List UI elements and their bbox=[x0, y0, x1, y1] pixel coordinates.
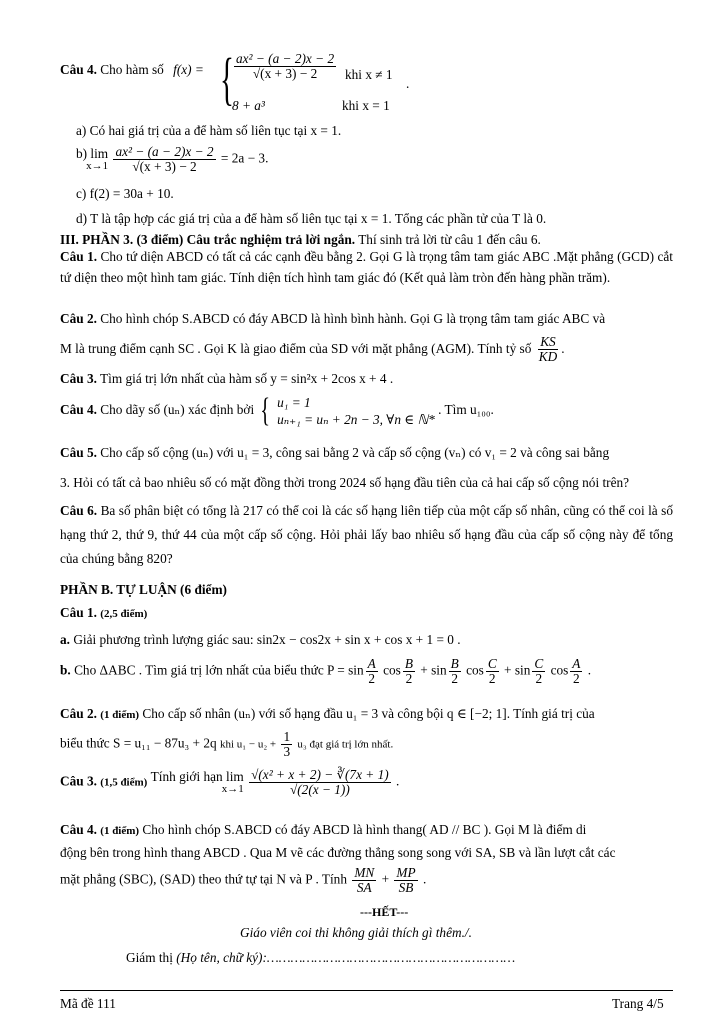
part3-q2-text-b: M là trung điểm cạnh SC . Gọi K là giao điểm của SD với mặt phẳng (AGM). Tính tỷ số bbox=[60, 341, 532, 356]
q4b-den: √(x + 3) − 2 bbox=[132, 159, 197, 174]
part3-q2-den: KD bbox=[538, 349, 558, 365]
part3-q5-line1 bbox=[60, 445, 609, 461]
partB-q2-post: u₃ đạt giá trị lớn nhất. bbox=[297, 738, 394, 751]
part3-q5-text-a: Cho cấp số cộng (uₙ) với u₁ = 3, công sai bằng 2 và cấp số cộng (vₙ) có v₁ = 2 và công sai bằng bbox=[100, 445, 610, 460]
part3-heading: III. PHẦN 3. (3 điểm) Câu trắc nghiệm trả lời ngắn. bbox=[60, 232, 356, 247]
partB-q1a bbox=[60, 632, 461, 648]
partB-q4-text-b: động bên trong hình thang ABCD . Qua M vẽ các đường thẳng song song với SA, SB và lần lượt cắt các bbox=[60, 845, 616, 860]
part3-q6 bbox=[60, 499, 673, 571]
partB-heading: PHẦN B. TỰ LUẬN (6 điểm) bbox=[60, 582, 227, 597]
part3-heading-rest: Thí sinh trả lời từ câu 1 đến câu 6. bbox=[358, 232, 541, 247]
part3-q4-l2: uₙ₊₁ = uₙ + 2n − 3, ∀n ∈ ℕ* bbox=[277, 412, 435, 427]
part3-q6-label: Câu 6. bbox=[60, 503, 98, 518]
partB-q2-text-a: Cho cấp số nhân (uₙ) với số hạng đầu u₁ = 3 và công bội q ∈ [−2; 1]. Tính giá trị của bbox=[142, 706, 595, 721]
q4-case1-num: ax² − (a − 2)x − 2 bbox=[236, 51, 335, 66]
part3-q4-l1: u₁ = 1 bbox=[277, 395, 311, 410]
proctor-italic: (Họ tên, chữ ký):……………………………………………………… bbox=[176, 950, 516, 965]
proctor-sign bbox=[126, 950, 515, 966]
footer-code: Mã đề 111 bbox=[60, 996, 116, 1011]
q4b-lim: b) lim bbox=[76, 145, 109, 161]
q4-label: Câu 4. bbox=[60, 62, 97, 77]
part3-q6-text: Ba số phân biệt có tổng là 217 có thể coi là các số hạng liên tiếp của một cấp số nhân, cũng có thể coi là số hạng thứ 2, thứ 9, thứ 44 của một cấp số cộng. Hỏi phải lấy bao nhiêu số hạng đầu của cấp số cộng này để tổng của chúng bằng 820? bbox=[60, 503, 673, 566]
partB-q2-line2: biểu thức S = u₁₁ − 87u₃ + 2q khi u₁ − u₂ + $\frac{1}{3}$ u₃ đạt giá trị lớn nhất. bbox=[60, 729, 394, 759]
q4-intro: Cho hàm số bbox=[100, 62, 164, 77]
part3-q2-label: Câu 2. bbox=[60, 311, 97, 326]
partB-q3-pts: (1,5 điểm) bbox=[100, 776, 148, 789]
end-note: Giáo viên coi thi không giải thích gì thêm./. bbox=[240, 925, 472, 940]
footer-divider bbox=[60, 990, 673, 991]
part3-q1-text: Cho tứ diện ABCD có tất cả các cạnh đều bằng 2. Gọi G là trọng tâm tam giác ABC .Mặt phẳng (GCD) cắt tứ diện theo một hình tam giác. Tính diện tích hình tam giác đó (Kết quả làm tròn đến hàng phần trăm). bbox=[60, 249, 673, 285]
partB-q1a-text: Giải phương trình lượng giác sau: sin2x − cos2x + sin x + cos x + 1 = 0 . bbox=[73, 632, 461, 647]
q4b-num: ax² − (a − 2)x − 2 bbox=[115, 144, 214, 159]
part3-q2-text-a: Cho hình chóp S.ABCD có đáy ABCD là hình bình hành. Gọi G là trọng tâm tam giác ABC và bbox=[100, 311, 606, 326]
partB-q3: Câu 3. (1,5 điểm) Tính giới hạn lim x→1 $\frac{\text{√(x² + x + 2) − ∛(7x + 1)}}{√(2(x - 1))}$ . bbox=[60, 767, 400, 797]
part3-q2-line1 bbox=[60, 311, 605, 327]
part3-q5-text-b: 3. Hỏi có tất cả bao nhiêu số có mặt đồng thời trong 2024 số hạng đầu tiên của cả hai cấp số cộng nói trên? bbox=[60, 475, 630, 490]
partB-q2-text-b: biểu thức S = u₁₁ − 87u₃ + 2q bbox=[60, 735, 217, 751]
q4b-sub: x→1 bbox=[86, 159, 109, 172]
part3-q4-label: Câu 4. bbox=[60, 402, 97, 418]
partB-q3-pre: Tính giới hạn lim bbox=[150, 768, 244, 784]
partB-q3-label: Câu 3. bbox=[60, 773, 97, 789]
part3-q5-label: Câu 5. bbox=[60, 445, 97, 460]
q4-function-line bbox=[60, 62, 204, 78]
partB-q3-num: √(x² + x + 2) − ∛(7x + 1) bbox=[251, 767, 389, 782]
partB-q2-pts: (1 điểm) bbox=[100, 709, 140, 721]
footer-page: Trang 4/5 bbox=[612, 996, 664, 1011]
part3-q4-post: . Tìm u₁₀₀. bbox=[438, 402, 494, 418]
partB-q1-label: Câu 1. bbox=[60, 605, 97, 620]
partB-q4-text-c: mặt phẳng (SBC), (SAD) theo thứ tự tại N và P . Tính bbox=[60, 871, 347, 887]
proctor-label: Giám thị bbox=[126, 950, 173, 965]
q4-item-a: a) Có hai giá trị của a để hàm số liên tục tại x = 1. bbox=[76, 123, 342, 138]
partB-q4-text-a: Cho hình chóp S.ABCD có đáy ABCD là hình thang( AD // BC ). Gọi M là điểm di bbox=[142, 822, 587, 837]
partB-q4-line3: mặt phẳng (SBC), (SAD) theo thứ tự tại N và P . Tính $\frac{MN}{SA}$ + $\frac{MP}{SB}$ . bbox=[60, 865, 427, 895]
partB-q3-sub: x→1 bbox=[221, 782, 244, 795]
q4-case2: 8 + a³ bbox=[232, 98, 265, 113]
partB-q1a-label: a. bbox=[60, 632, 70, 647]
partB-q4-label: Câu 4. bbox=[60, 822, 97, 837]
part3-q3-label: Câu 3. bbox=[60, 371, 97, 386]
end-marker: ---HẾT--- bbox=[360, 905, 409, 919]
part3-q3 bbox=[60, 371, 393, 387]
part3-q2-line2: M là trung điểm cạnh SC . Gọi K là giao điểm của SD với mặt phẳng (AGM). Tính tỷ số $\frac{KS}{KD}$ . bbox=[60, 334, 565, 365]
part3-q1-label: Câu 1. bbox=[60, 249, 98, 264]
q4-fx: f(x) = bbox=[173, 62, 204, 77]
q4-brace: { bbox=[220, 46, 234, 111]
q4-case1-den: √(x + 3) − 2 bbox=[252, 66, 318, 81]
partB-q4-line1 bbox=[60, 822, 586, 839]
partB-q1-head bbox=[60, 605, 147, 622]
partB-q1-pts: (2,5 điểm) bbox=[100, 608, 148, 620]
q4-end: . bbox=[406, 76, 410, 91]
partB-q1b: b. Cho ΔABC . Tìm giá trị lớn nhất của biểu thức P = sin $\frac{A}{2}$ cos $\frac{B}{2}$ + sin $\frac{B}{2}$ cos $\frac{C}{2}$ + sin $\frac{C}{2}$ cos $\frac{A}{2}$ . bbox=[60, 656, 592, 686]
partB-q1b-label: b. bbox=[60, 662, 71, 678]
q4b-post: = 2a − 3. bbox=[220, 150, 269, 166]
q4-case2-cond: khi x = 1 bbox=[342, 98, 390, 113]
partB-q2-khi: khi u₁ − u₂ + bbox=[219, 738, 277, 751]
part3-q1 bbox=[60, 246, 673, 288]
part3-q4: Câu 4. Cho dãy số (uₙ) xác định bởi { u₁ = 1 uₙ₊₁ = uₙ + 2n − 3, ∀n ∈ ℕ* . Tìm u₁₀₀. bbox=[60, 392, 494, 429]
partB-q4-pts: (1 điểm) bbox=[100, 825, 140, 837]
partB-q2-label: Câu 2. bbox=[60, 706, 97, 721]
partB-q1b-pre: Cho ΔABC . Tìm giá trị lớn nhất của biểu thức P = bbox=[74, 662, 345, 678]
part3-q4-pre: Cho dãy số (uₙ) xác định bởi bbox=[100, 402, 255, 418]
q4-item-b bbox=[76, 145, 268, 174]
q4-item-c: c) f(2) = 30a + 10. bbox=[76, 186, 174, 201]
q4-case1-cond: khi x ≠ 1 bbox=[345, 67, 393, 82]
part3-q2-num: KS bbox=[540, 334, 556, 350]
partB-q3-den: √(2(x − 1)) bbox=[289, 782, 350, 797]
part3-q3-text: Tìm giá trị lớn nhất của hàm số y = sin²x + 2cos x + 4 . bbox=[100, 371, 394, 386]
q4-case1 bbox=[232, 52, 338, 81]
q4-item-d: d) T là tập hợp các giá trị của a để hàm số liên tục tại x = 1. Tổng các phần tử của T là 0. bbox=[76, 211, 547, 226]
partB-q2-line1 bbox=[60, 706, 595, 723]
